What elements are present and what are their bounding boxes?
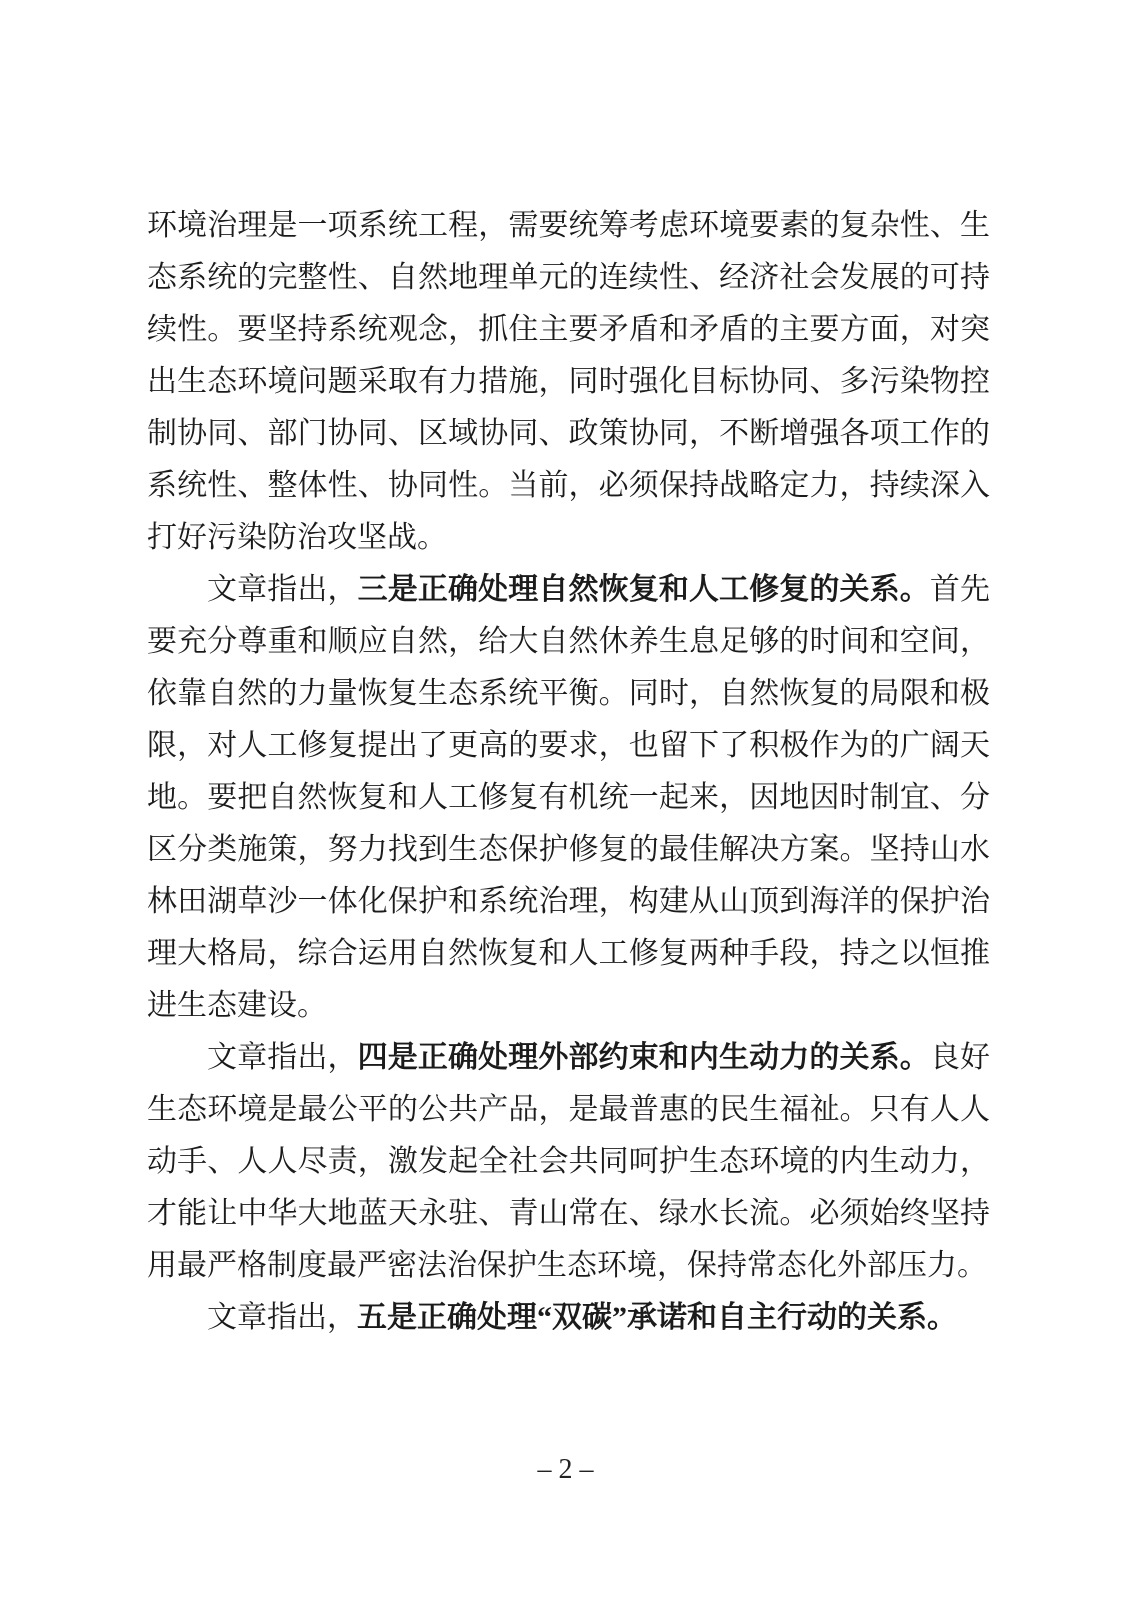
paragraph [147, 1032, 990, 1292]
page-number: – 2 – [537, 1454, 594, 1485]
paragraph [147, 200, 990, 564]
page-footer [0, 1448, 1131, 1492]
text-run: 首先要充分尊重和顺应自然，给大自然休养生息足够的时间和空间，依靠自然的力量恢复生态系统平衡。同时，自然恢复的局限和极限，对人工修复提出了更高的要求，也留下了积极作为的广阔天地。要把自然恢复和人工修复有机统一起来，因地因时制宜、分区分类施策，努力找到生态保护修复的最佳解决方案。坚持山水林田湖草沙一体化保护和系统治理，构建从山顶到海洋的保护治理大格局，综合运用自然恢复和人工修复两种手段，持之以恒推进生态建设。 [147, 573, 991, 1022]
paragraph [147, 1292, 990, 1344]
text-run: 文章指出， [207, 1041, 358, 1074]
emphasis-text-run: 三是正确处理自然恢复和人工修复的关系。 [357, 573, 930, 606]
document-page-body [147, 200, 990, 1344]
document-paragraphs [147, 200, 990, 1344]
text-run: 环境治理是一项系统工程，需要统筹考虑环境要素的复杂性、生态系统的完整性、自然地理单元的连续性、经济社会发展的可持续性。要坚持系统观念，抓住主要矛盾和矛盾的主要方面，对突出生态环境问题采取有力措施，同时强化目标协同、多污染物控制协同、部门协同、区域协同、政策协同，不断增强各项工作的系统性、整体性、协同性。当前，必须保持战略定力，持续深入打好污染防治攻坚战。 [147, 209, 990, 554]
emphasis-text-run: 五是正确处理“双碳”承诺和自主行动的关系。 [357, 1301, 957, 1334]
text-run: 良好生态环境是最公平的公共产品，是最普惠的民生福祉。只有人人动手、人人尽责，激发起全社会共同呵护生态环境的内生动力，才能让中华大地蓝天永驻、青山常在、绿水长流。必须始终坚持用最严格制度最严密法治保护生态环境，保持常态化外部压力。 [147, 1041, 991, 1282]
paragraph [147, 564, 990, 1032]
emphasis-text-run: 四是正确处理外部约束和内生动力的关系。 [357, 1041, 930, 1074]
text-run: 文章指出， [207, 573, 358, 606]
text-run: 文章指出， [207, 1301, 357, 1334]
